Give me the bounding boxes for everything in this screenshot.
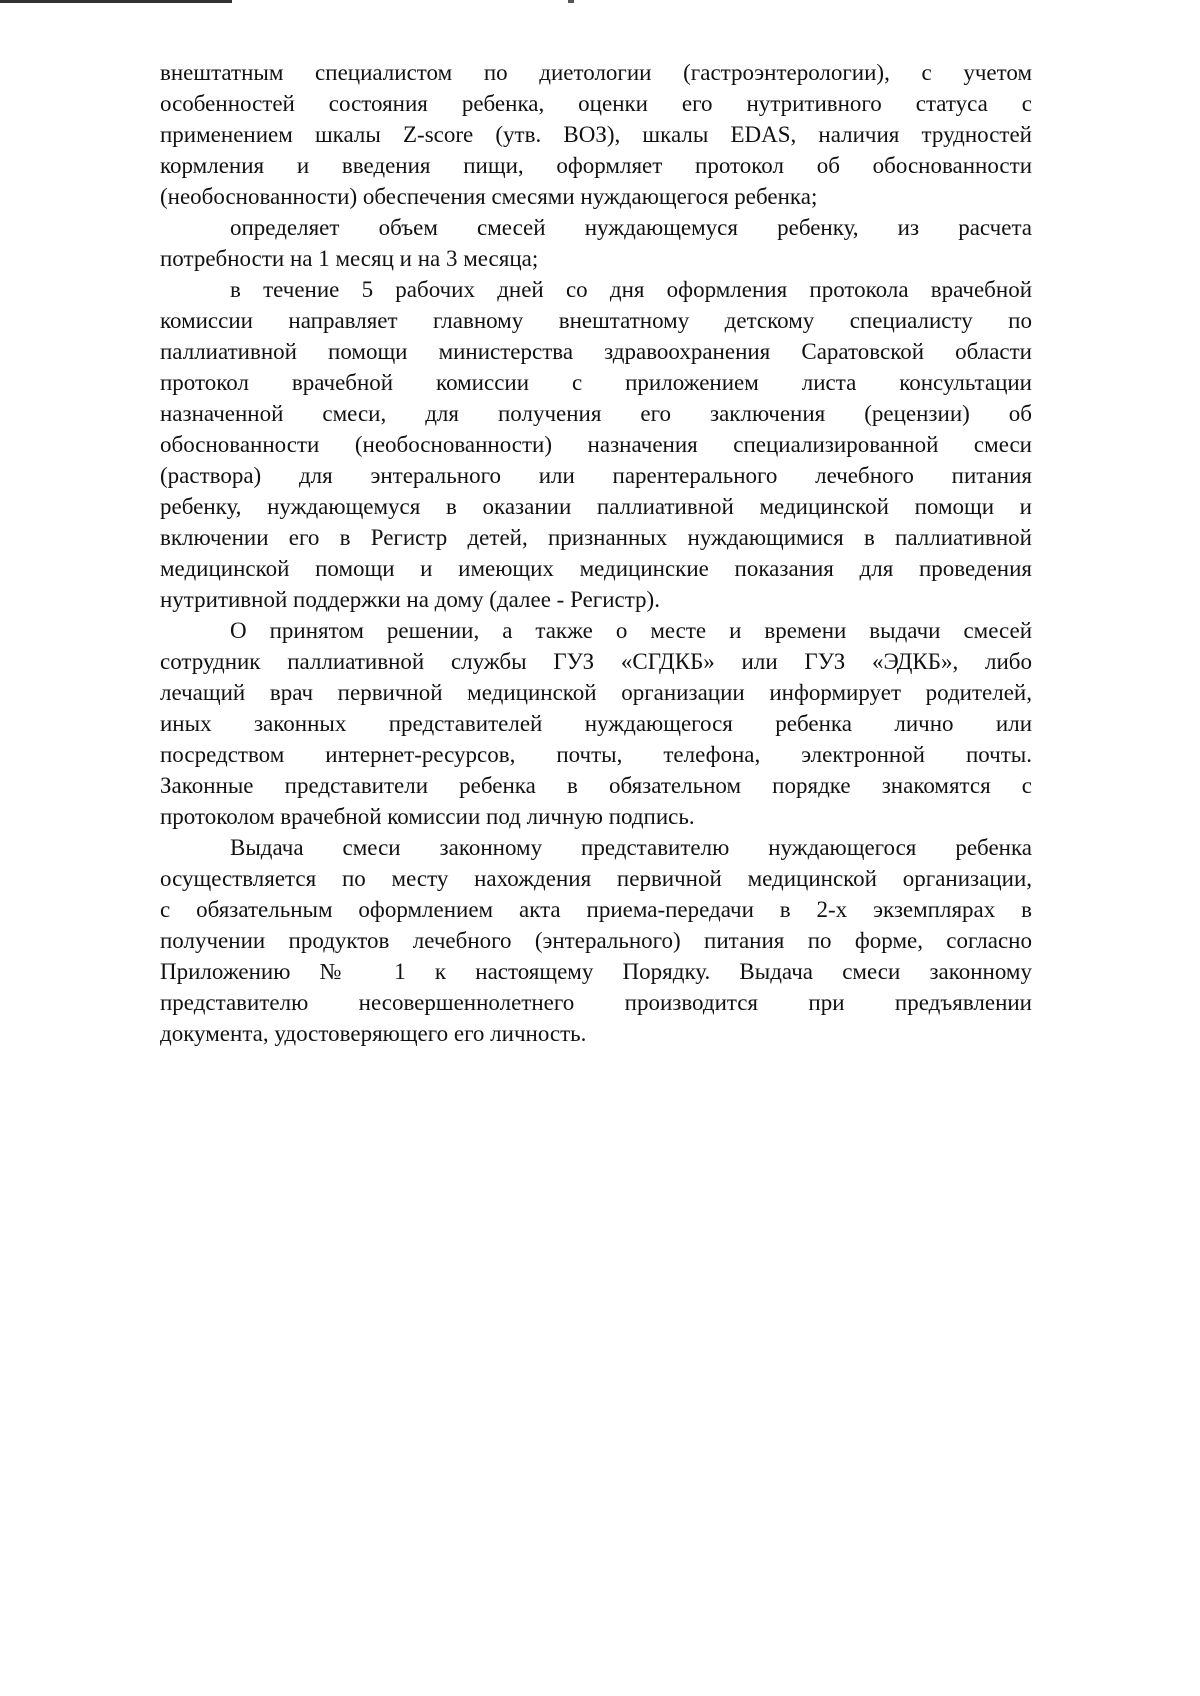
- text-line: осуществляется по месту нахождения первичной медицинской организации,: [160, 866, 1032, 891]
- text-line: протоколом врачебной комиссии под личную подпись.: [160, 804, 695, 829]
- text-line: кормления и введения пищи, оформляет протокол об обоснованности: [160, 153, 1032, 178]
- text-line: Законные представители ребенка в обязательном порядке знакомятся с: [160, 773, 1032, 798]
- paragraph: [160, 274, 1032, 615]
- text-line: определяет объем смесей нуждающемуся ребенку, из расчета: [230, 215, 1032, 240]
- text-line: комиссии направляет главному внештатному детскому специалисту по: [160, 308, 1032, 333]
- text-line: потребности на 1 месяц и на 3 месяца;: [160, 246, 539, 271]
- scan-artifact-mark: [568, 0, 574, 3]
- text-line: получении продуктов лечебного (энтерального) питания по форме, согласно: [160, 928, 1032, 953]
- text-line: обоснованности (необоснованности) назначения специализированной смеси: [160, 432, 1032, 457]
- text-line: Приложению № 1 к настоящему Порядку. Выдача смеси законному: [160, 959, 1032, 984]
- scan-artifact-edge: [0, 0, 232, 3]
- text-line: лечащий врач первичной медицинской организации информирует родителей,: [160, 680, 1032, 705]
- text-line: Выдача смеси законному представителю нуждающегося ребенка: [230, 835, 1032, 860]
- text-line: (необоснованности) обеспечения смесями нуждающегося ребенка;: [160, 184, 818, 209]
- paragraph: [160, 57, 1032, 212]
- paragraph: [160, 212, 1032, 274]
- text-line: нутритивной поддержки на дому (далее - Регистр).: [160, 587, 660, 612]
- text-line: посредством интернет-ресурсов, почты, телефона, электронной почты.: [160, 742, 1032, 767]
- text-line: внештатным специалистом по диетологии (гастроэнтерологии), с учетом: [160, 60, 1032, 85]
- text-line: представителю несовершеннолетнего производится при предъявлении: [160, 990, 1032, 1015]
- text-line: (раствора) для энтерального или парентерального лечебного питания: [160, 463, 1032, 488]
- text-line: с обязательным оформлением акта приема-передачи в 2-х экземплярах в: [160, 897, 1032, 922]
- text-line: ребенку, нуждающемуся в оказании паллиативной медицинской помощи и: [160, 494, 1032, 519]
- text-line: применением шкалы Z-score (утв. ВОЗ), шкалы EDAS, наличия трудностей: [160, 122, 1032, 147]
- text-line: включении его в Регистр детей, признанных нуждающимися в паллиативной: [160, 525, 1032, 550]
- text-line: в течение 5 рабочих дней со дня оформления протокола врачебной: [230, 277, 1032, 302]
- text-line: медицинской помощи и имеющих медицинские показания для проведения: [160, 556, 1032, 581]
- text-line: сотрудник паллиативной службы ГУЗ «СГДКБ» или ГУЗ «ЭДКБ», либо: [160, 649, 1032, 674]
- text-line: паллиативной помощи министерства здравоохранения Саратовской области: [160, 339, 1032, 364]
- text-line: назначенной смеси, для получения его заключения (рецензии) об: [160, 401, 1032, 426]
- document-body: [160, 57, 1032, 1049]
- text-line: документа, удостоверяющего его личность.: [160, 1021, 587, 1046]
- text-line: особенностей состояния ребенка, оценки его нутритивного статуса с: [160, 91, 1032, 116]
- text-line: протокол врачебной комиссии с приложением листа консультации: [160, 370, 1032, 395]
- text-line: иных законных представителей нуждающегося ребенка лично или: [160, 711, 1032, 736]
- paragraph: [160, 615, 1032, 832]
- text-line: О принятом решении, а также о месте и времени выдачи смесей: [230, 618, 1032, 643]
- paragraph: [160, 832, 1032, 1049]
